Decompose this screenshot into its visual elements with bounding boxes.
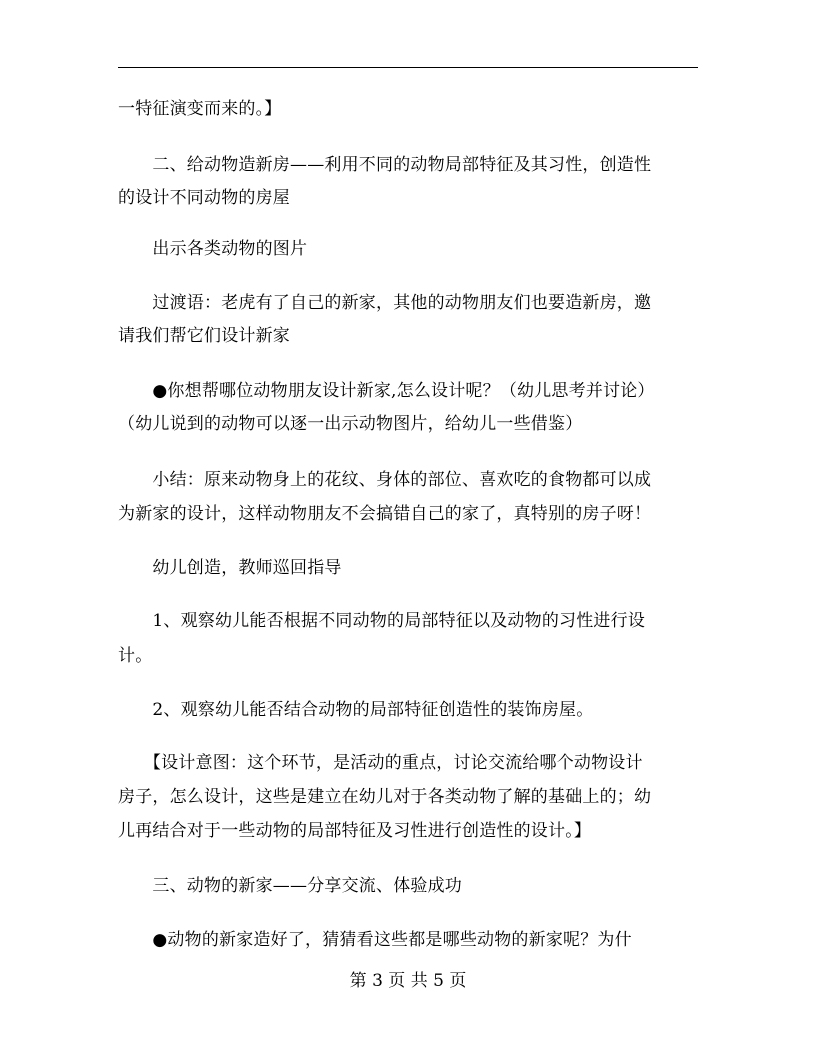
text-line: （幼儿说到的动物可以逐一出示动物图片，给幼儿一些借鉴）	[118, 414, 583, 434]
text-line: 【设计意图：这个环节，是活动的重点，讨论交流给哪个动物设计	[118, 753, 643, 773]
text-line: 请我们帮它们设计新家	[118, 326, 290, 346]
text-line: ●动物的新家造好了，猜猜看这些都是哪些动物的新家呢？为什	[118, 930, 632, 950]
text-line: 二、给动物造新房——利用不同的动物局部特征及其习性，创造性	[118, 155, 652, 175]
text-line: 一特征演变而来的。】	[118, 99, 282, 119]
text-line: ●你想帮哪位动物朋友设计新家,怎么设计呢？（幼儿思考并讨论）	[118, 381, 655, 401]
text-line: 小结：原来动物身上的花纹、身体的部位、喜欢吃的食物都可以成	[118, 470, 652, 490]
header-rule	[118, 67, 698, 68]
text-line: 2、观察幼儿能否结合动物的局部特征创造性的装饰房屋。	[118, 700, 594, 720]
text-line: 出示各类动物的图片	[118, 239, 308, 259]
text-line: 计。	[118, 646, 153, 666]
text-line: 三、动物的新家——分享交流、体验成功	[118, 876, 462, 896]
text-line: 儿再结合对于一些动物的局部特征及习性进行创造性的设计。】	[118, 821, 592, 841]
text-line: 过渡语：老虎有了自己的新家，其他的动物朋友们也要造新房，邀	[118, 293, 652, 313]
text-line: 房子，怎么设计，这些是建立在幼儿对于各类动物了解的基础上的；幼	[118, 787, 652, 807]
text-line: 1、观察幼儿能否根据不同动物的局部特征以及动物的习性进行设	[118, 611, 646, 631]
page-footer: 第 3 页 共 5 页	[349, 971, 467, 991]
text-line: 幼儿创造，教师巡回指导	[118, 558, 342, 578]
text-line: 为新家的设计，这样动物朋友不会搞错自己的家了，真特别的房子呀！	[118, 504, 652, 524]
text-line: 的设计不同动物的房屋	[118, 188, 290, 208]
